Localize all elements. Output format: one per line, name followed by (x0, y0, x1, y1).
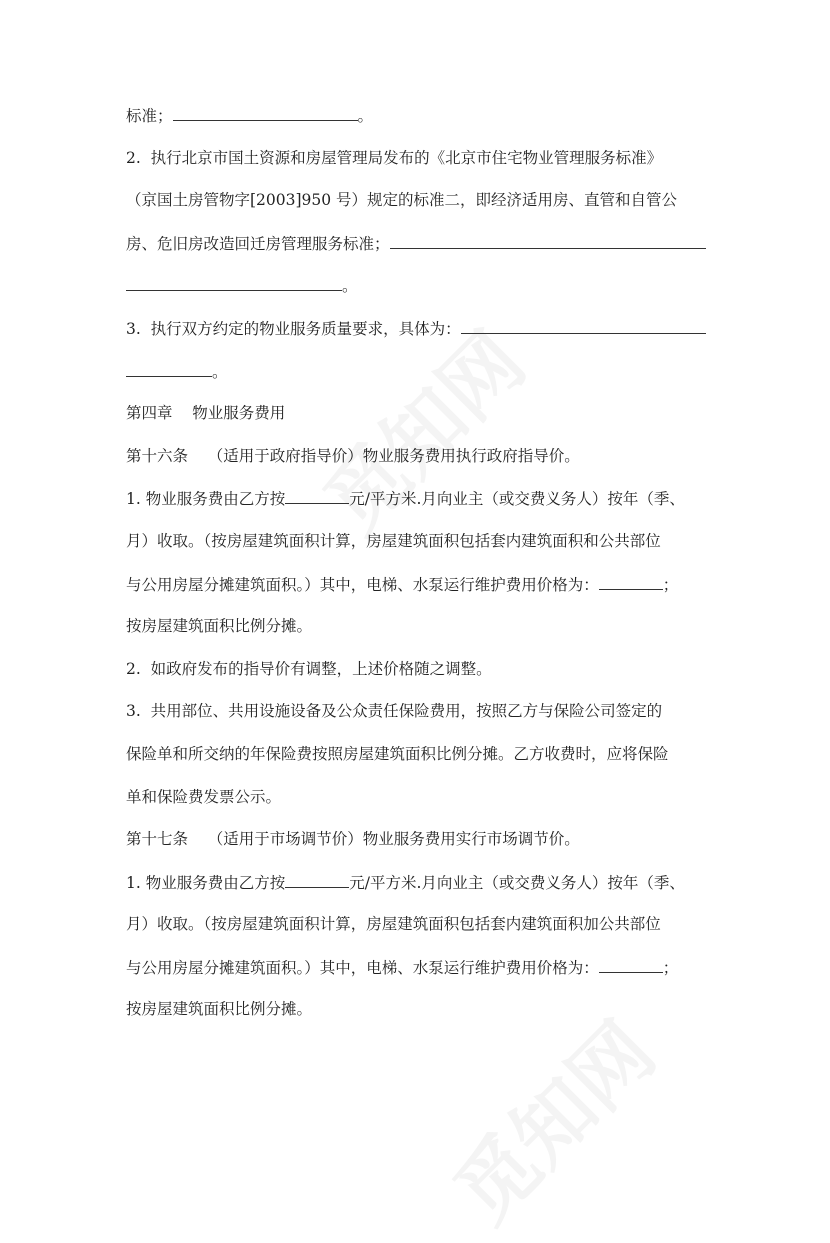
chapter-heading: 第四章 物业服务费用 (126, 404, 286, 423)
fill-blank[interactable] (126, 275, 342, 291)
fill-blank[interactable] (461, 318, 706, 334)
text-line: 单和保险费发票公示。 (126, 787, 282, 806)
text-line: 2. 如政府发布的指导价有调整，上述价格随之调整。 (126, 659, 492, 678)
text-line: 2. 执行北京市国土资源和房屋管理局发布的《北京市住宅物业管理服务标准》 (126, 148, 663, 167)
fill-blank[interactable] (599, 574, 663, 590)
text-line: 1. 物业服务费由乙方按 元/平方米.月向业主（或交费义务人）按年（季、 (126, 873, 685, 892)
fill-blank[interactable] (126, 361, 212, 377)
fill-blank[interactable] (173, 105, 358, 121)
article-heading: 第十六条 （适用于政府指导价）物业服务费用执行政府指导价。 (126, 446, 580, 465)
fill-blank[interactable] (599, 957, 663, 973)
text-line: 房、危旧房改造回迁房管理服务标准； (126, 233, 706, 253)
text-line: 1. 物业服务费由乙方按 元/平方米.月向业主（或交费义务人）按年（季、 (126, 490, 685, 509)
text-line: 3. 共用部位、共用设施设备及公众责任保险费用，按照乙方与保险公司签定的 (126, 702, 663, 721)
text-line: （京国土房管物字[2003]950 号）规定的标准二，即经济适用房、直管和自管公 (126, 191, 678, 210)
text-line: 与公用房屋分摊建筑面积。）其中，电梯、水泵运行维护费用价格为： ； (126, 958, 679, 977)
text-line: 按房屋建筑面积比例分摊。 (126, 617, 313, 636)
article-heading: 第十七条 （适用于市场调节价）物业服务费用实行市场调节价。 (126, 830, 580, 849)
text-line: 月）收取。（按房屋建筑面积计算，房屋建筑面积包括套内建筑面积和公共部位 (126, 531, 661, 550)
fill-blank[interactable] (285, 488, 349, 504)
fill-blank[interactable] (390, 233, 706, 249)
text-line: 按房屋建筑面积比例分摊。 (126, 1000, 313, 1019)
text-line: 保险单和所交纳的年保险费按照房屋建筑面积比例分摊。乙方收费时，应将保险 (126, 744, 669, 763)
text-line: 月）收取。（按房屋建筑面积计算，房屋建筑面积包括套内建筑面积加公共部位 (126, 915, 661, 934)
text-line: 与公用房屋分摊建筑面积。）其中，电梯、水泵运行维护费用价格为： ； (126, 575, 679, 594)
text-line: 。 (126, 275, 706, 295)
text-line: 标准； 。 (126, 107, 374, 125)
text-line: 。 (126, 361, 706, 381)
fill-blank[interactable] (285, 872, 349, 888)
text-line: 3. 执行双方约定的物业服务质量要求，具体为： (126, 318, 706, 338)
document-body (126, 105, 706, 1042)
